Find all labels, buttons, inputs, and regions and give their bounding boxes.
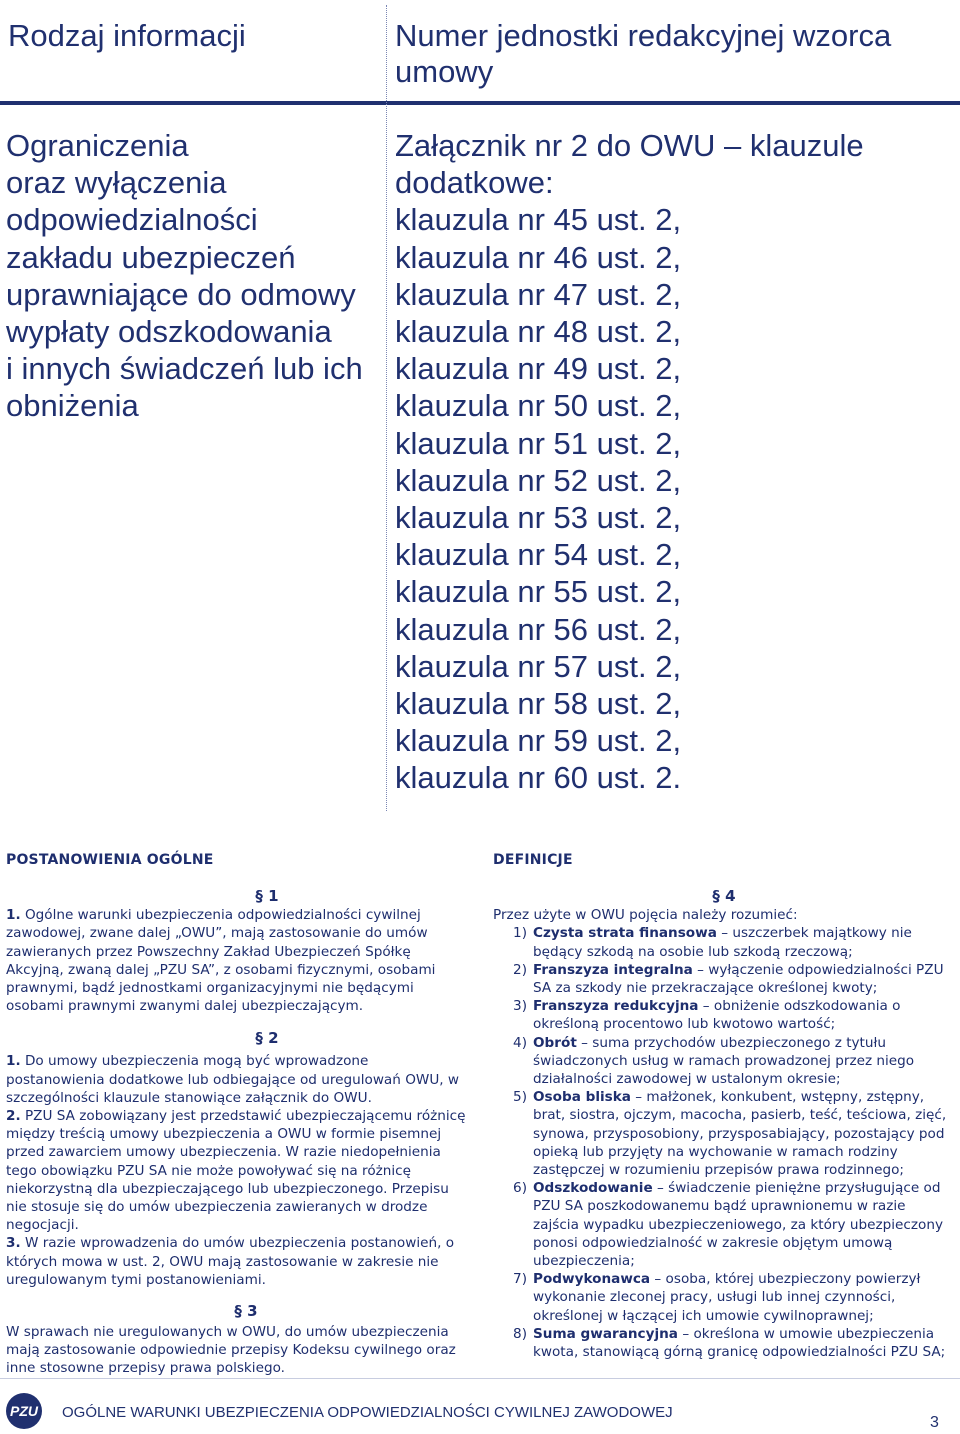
definition-text: – obniżenie odszkodowania o określoną procentowo lub kwotowo wartość;: [533, 998, 901, 1033]
footer-rule: [0, 1378, 960, 1379]
definition-term: Franszyza integralna: [533, 961, 693, 978]
info-type-line: zakładu ubezpieczeń: [6, 239, 296, 275]
definition-term: Podwykonawca: [533, 1271, 651, 1288]
clause-line: klauzula nr 52 ust. 2,: [395, 462, 682, 498]
definition-text: – świadczenie pieniężne przysługujące od PZU SA poszkodowanemu bądź uprawnionemu w razie zajścia wypadku ubezpieczeniowego, za który ubezpieczony ponosi odpowiedzialność w zakresie objętym umową ubezpieczenia;: [533, 1180, 943, 1270]
definition-text: – osoba, której ubezpieczony powierzył wykonanie zleconej pracy, usługi lub innej czynności, określonej w łączącej ich umowie cywilnoprawnej;: [533, 1271, 921, 1324]
definitions-list: [493, 924, 955, 1361]
clause-line: klauzula nr 49 ust. 2,: [395, 351, 682, 387]
info-type-line: obniżenia: [6, 388, 139, 424]
definition-item: [493, 961, 955, 997]
general-provisions-column: [6, 851, 468, 1378]
definition-text: – określona w umowie ubezpieczenia kwota, stanowiącą górną granicę odpowiedzialności PZU SA;: [533, 1325, 946, 1361]
clause-line: klauzula nr 58 ust. 2,: [395, 686, 682, 722]
definition-term: Franszyza redukcyjna: [533, 998, 699, 1015]
clause-line: klauzula nr 46 ust. 2,: [395, 239, 682, 275]
clause-line: klauzula nr 53 ust. 2,: [395, 500, 682, 536]
provision-paragraph: [6, 906, 468, 1015]
definition-item: [493, 1270, 955, 1325]
definition-item: [493, 1179, 955, 1270]
table-header-right-line-2: umowy: [395, 54, 494, 89]
definition-item: [493, 1088, 955, 1179]
definition-item: [493, 1325, 955, 1361]
clause-line: klauzula nr 55 ust. 2,: [395, 574, 682, 610]
provision-number: 1.: [6, 1053, 21, 1070]
definition-number: 1): [513, 925, 527, 942]
clause-reference-cell: [395, 127, 915, 797]
definition-text: – wyłączenie odpowiedzialności PZU SA za szkody nie przekraczające określonej kwoty;: [533, 961, 944, 997]
info-type-line: uprawniające do odmowy: [6, 276, 356, 312]
definitions-intro: Przez użyte w OWU pojęcia należy rozumieć:: [493, 907, 798, 924]
provision-text: W sprawach nie uregulowanych w OWU, do umów ubezpieczenia mają zastosowanie odpowiednie przepisy Kodeksu cywilnego oraz inne stosowne przepisy prawa polskiego.: [6, 1324, 456, 1377]
definition-item: [493, 1034, 955, 1089]
definition-number: 8): [513, 1325, 527, 1342]
definition-term: Obrót: [533, 1034, 577, 1051]
definition-term: Odszkodowanie: [533, 1180, 653, 1197]
provision-number: 1.: [6, 907, 21, 924]
table-header-right: [395, 18, 891, 90]
info-type-cell: [6, 127, 376, 425]
clause-line: klauzula nr 54 ust. 2,: [395, 537, 682, 573]
paragraph-sign: § 3: [234, 1302, 258, 1321]
definition-number: 6): [513, 1180, 527, 1197]
provision-paragraph: [6, 1107, 468, 1234]
paragraph-sign: § 1: [255, 887, 279, 906]
table-header-left: Rodzaj informacji: [8, 18, 246, 53]
provision-paragraph: [6, 1052, 468, 1107]
pzu-logo: PZU: [6, 1393, 42, 1429]
section-heading-definitions: DEFINICJE: [493, 852, 573, 868]
section-heading-general: POSTANOWIENIA OGÓLNE: [6, 852, 214, 868]
clause-line: klauzula nr 45 ust. 2,: [395, 202, 682, 238]
definition-number: 2): [513, 961, 527, 978]
clause-line: klauzula nr 50 ust. 2,: [395, 388, 682, 424]
paragraph-sign: § 4: [712, 887, 736, 906]
provision-number: 3.: [6, 1235, 21, 1252]
footer-title: OGÓLNE WARUNKI UBEZPIECZENIA ODPOWIEDZIALNOŚCI CYWILNEJ ZAWODOWEJ: [62, 1404, 673, 1421]
table-header-right-line-1: Numer jednostki redakcyjnej wzorca: [395, 18, 892, 53]
definition-number: 3): [513, 998, 527, 1015]
clause-line: klauzula nr 56 ust. 2,: [395, 611, 682, 647]
definition-number: 5): [513, 1089, 527, 1106]
clause-line: dodatkowe:: [395, 165, 554, 201]
info-type-line: odpowiedzialności: [6, 202, 258, 238]
clause-line: klauzula nr 48 ust. 2,: [395, 314, 682, 350]
definition-number: 4): [513, 1034, 527, 1051]
definition-text: – uszczerbek majątkowy nie będący szkodą na osobie lub szkodą rzeczową;: [533, 925, 912, 960]
provision-number: 2.: [6, 1108, 21, 1125]
definition-text: – suma przychodów ubezpieczonego z tytułu świadczonych usług w ramach prowadzonej przez niego działalności zawodowej w ustalonym okresie;: [533, 1034, 915, 1088]
provision-text: Do umowy ubezpieczenia mogą być wprowadzone postanowienia dodatkowe lub odbiegające od uregulowań OWU, w szczególności klauzule stanowiące załącznik do OWU.: [6, 1053, 460, 1106]
definitions-column: [493, 851, 955, 1361]
clause-line: Załącznik nr 2 do OWU – klauzule: [395, 128, 864, 163]
provision-text: W razie wprowadzenia do umów ubezpieczenia postanowień, o których mowa w ust. 2, OWU mają zastosowanie w zakresie nie uregulowanym tymi postanowieniami.: [6, 1235, 455, 1288]
info-type-line: i innych świadczeń lub ich: [6, 351, 363, 387]
clause-line: klauzula nr 60 ust. 2.: [395, 760, 682, 796]
clause-line: klauzula nr 47 ust. 2,: [395, 276, 682, 312]
definition-term: Suma gwarancyjna: [533, 1325, 678, 1342]
page-number: 3: [930, 1414, 939, 1431]
table-column-divider: [386, 5, 387, 811]
clause-line: klauzula nr 59 ust. 2,: [395, 723, 682, 759]
definition-item: [493, 997, 955, 1033]
info-type-line: wypłaty odszkodowania: [6, 314, 332, 350]
definition-text: – małżonek, konkubent, wstępny, zstępny, brat, siostra, ojczym, macocha, pasierb, teść, teściowa, zięć, synowa, przysposobiony, przysposabiający, pozostający pod opieką lub przyjęty na wychowanie w ramach rodziny zastępczej w rozumieniu przepisów prawa rodzinnego;: [533, 1089, 947, 1179]
definition-term: Czysta strata finansowa: [533, 925, 717, 942]
definition-item: [493, 924, 955, 960]
definition-number: 7): [513, 1271, 527, 1288]
info-type-line: oraz wyłączenia: [6, 165, 227, 201]
table-header-rule: [0, 101, 960, 105]
info-type-line: Ograniczenia: [6, 128, 189, 163]
definition-term: Osoba bliska: [533, 1089, 631, 1106]
clause-line: klauzula nr 57 ust. 2,: [395, 648, 682, 684]
provision-paragraph: [6, 1234, 468, 1289]
paragraph-sign: § 2: [255, 1029, 279, 1048]
provision-text: PZU SA zobowiązany jest przedstawić ubezpieczającemu różnicę między treścią umowy ubezpieczenia a OWU w formie pisemnej przed zawarciem umowy ubezpieczenia. W razie niedopełnienia tego obowiązku PZU SA nie może powoływać się na różnicę niekorzystną dla ubezpieczającego lub ubezpieczonego. Przepisu nie stosuje się do umów ubezpieczenia zawieranych w drodze negocjacji.: [6, 1108, 466, 1234]
provision-text: Ogólne warunki ubezpieczenia odpowiedzialności cywilnej zawodowej, zwane dalej „OWU”, mają zastosowanie do umów zawieranych przez Powszechny Zakład Ubezpieczeń Spółkę Akcyjną, zwaną dalej „PZU SA”, z osobami fizycznymi, osobami prawnymi, bądź jednostkami organizacyjnymi nie będącymi osobami prawnymi zwanymi dalej ubezpieczającym.: [6, 907, 436, 1015]
clause-line: klauzula nr 51 ust. 2,: [395, 425, 682, 461]
